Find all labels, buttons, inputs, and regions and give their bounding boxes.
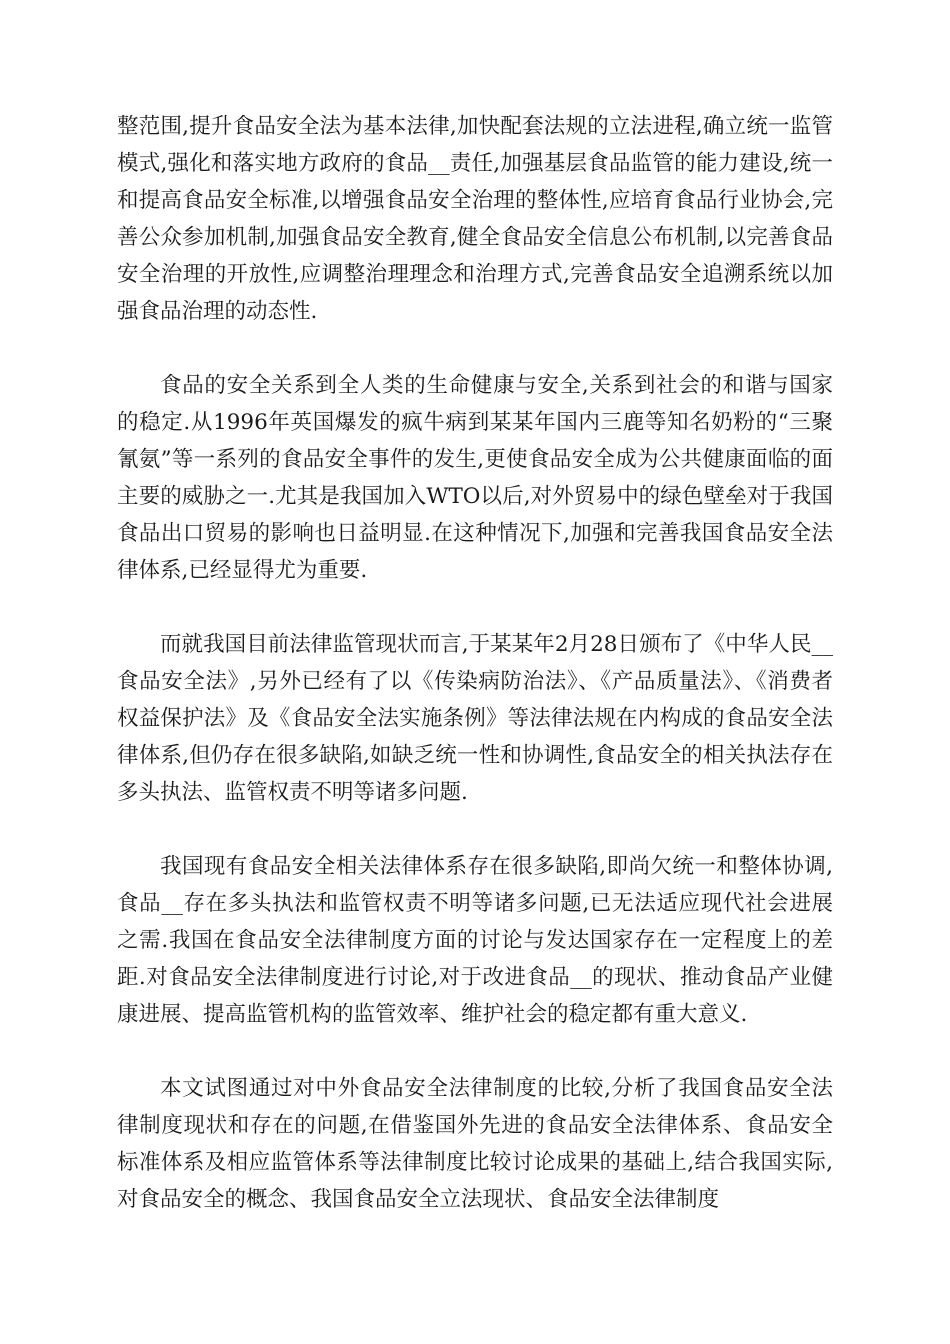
paragraph-4: 我国现有食品安全相关法律体系存在很多缺陷,即尚欠统一和整体协调,食品__存在多头执法和监管权责不明等诸多问题,已无法适应现代社会进展之需.我国在食品安全法律制度方面的讨论与发达国家存在一定程度上的差距.对食品安全法律制度进行讨论,对于改进食品__的现状、推动食品产业健康进展、提高监管机构的监管效率、维护社会的稳定都有重大意义. [117, 854, 833, 1027]
document-body [117, 108, 833, 1255]
paragraph-3: 而就我国目前法律监管现状而言,于某某年2月28日颁布了《中华人民__食品安全法》,另外已经有了以《传染病防治法》、《产品质量法》、《消费者权益保护法》及《食品安全法实施条例》等法律法规在内构成的食品安全法律体系,但仍存在很多缺陷,如缺乏统一性和协调性,食品安全的相关执法存在多头执法、监管权责不明等诸多问题. [117, 632, 833, 805]
paragraph-1: 整范围,提升食品安全法为基本法律,加快配套法规的立法进程,确立统一监管模式,强化和落实地方政府的食品__责任,加强基层食品监管的能力建设,统一和提高食品安全标准,以增强食品安全治理的整体性,应培育食品行业协会,完善公众参加机制,加强食品安全教育,健全食品安全信息公布机制,以完善食品安全治理的开放性,应调整治理理念和治理方式,完善食品安全追溯系统以加强食品治理的动态性. [117, 114, 833, 324]
paragraph-5: 本文试图通过对中外食品安全法律制度的比较,分析了我国食品安全法律制度现状和存在的问题,在借鉴国外先进的食品安全法律体系、食品安全标准体系及相应监管体系等法律制度比较讨论成果的基础上,结合我国实际,对食品安全的概念、我国食品安全立法现状、食品安全法律制度 [117, 1076, 833, 1212]
paragraph-2: 食品的安全关系到全人类的生命健康与安全,关系到社会的和谐与国家的稳定.从1996年英国爆发的疯牛病到某某年国内三鹿等知名奶粉的“三聚氰氨”等一系列的食品安全事件的发生,更使食品安全成为公共健康面临的面主要的威胁之一.尤其是我国加入WTO以后,对外贸易中的绿色壁垒对于我国食品出口贸易的影响也日益明显.在这种情况下,加强和完善我国食品安全法律体系,已经显得尤为重要. [117, 373, 833, 583]
